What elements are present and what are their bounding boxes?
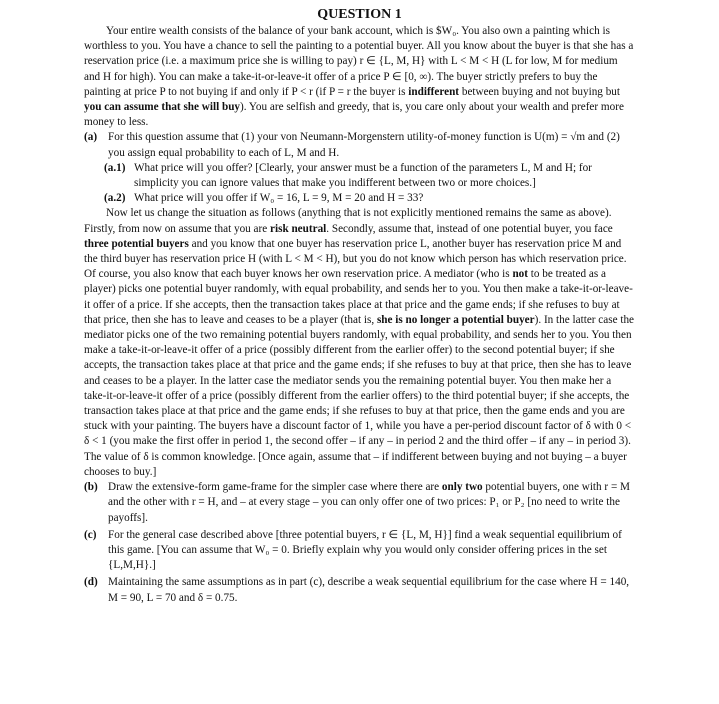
part-a1 [104, 161, 635, 191]
part-a2-text: What price will you offer if W₀ = 16, L = 9, M = 20 and H = 33? [134, 192, 424, 205]
part-c-text: For the general case described above [three potential buyers, r ∈ {L, M, H}] find a weak sequential equilibrium of this game. [You can assume that W₀ = 0. Briefly explain why you would only consider offering prices in the set {L,M,H}.] [108, 528, 622, 572]
part-c [84, 528, 635, 574]
part-a2 [104, 191, 635, 206]
part-a2-label: (a.2) [104, 192, 126, 205]
part-d [84, 575, 635, 605]
part-b [84, 480, 635, 526]
part-d-text: Maintaining the same assumptions as in part (c), describe a weak sequential equilibrium for the case where H = 140, M = 90, L = 70 and δ = 0.75. [108, 576, 630, 604]
part-a1-label: (a.1) [104, 161, 126, 174]
intro-paragraph: Your entire wealth consists of the balance of your bank account, which is $W₀. You also own a painting which is worthless to you. You have a chance to sell the painting to a potential buyer. All you know about the buyer is that she has a reservation price (i.e. a maximum price she is willing to pay) r ∈ {L, M, H} with L < M < H (L for low, M for medium and H for high). You can make a take-it-or-leave-it offer of a price P ∈ [0, ∞). The buyer strictly prefers to buy the painting at price P to not buying if and only if P < r (if P = r the buyer is indifferent between buying and not buying but you can assume that she will buy). You are selfish and greedy, that is, you care only about your wealth and prefer more money to less. [84, 25, 634, 129]
part-a-label: (a) [84, 131, 98, 144]
part-c-label: (c) [84, 528, 97, 541]
part-a-text: For this question assume that (1) your von Neumann-Morgenstern utility-of-money function is U(m) = √m and (2) you assign equal probability to each of L, M and H. [108, 131, 620, 159]
part-a1-text: What price will you offer? [Clearly, your answer must be a function of the parameters L, M and H; for simplicity you can ignore values that make you indifferent between two or more choices.] [134, 161, 592, 190]
question-title: QUESTION 1 [317, 7, 402, 22]
part-b-label: (b) [84, 481, 98, 494]
part-d-label: (d) [84, 576, 98, 589]
part-b-text: Draw the extensive-form game-frame for the simpler case where there are only two potential buyers, one with r = M and the other with r = H, and – at every stage – you can only offer one of two prices: P₁ or P₂ [no need to write the payoffs]. [108, 481, 630, 524]
part-a [84, 130, 635, 160]
story-paragraph: Now let us change the situation as follows (anything that is not explicitly mentioned remains the same as above). Firstly, from now on assume that you are risk neutral. Secondly, assume that, instead of one potential buyer, you face three potential buyers and you know that one buyer has reservation price L, another buyer has reservation price M and the third buyer has reservation price H (with L < M < H), but you do not know which person has which reservation price. Of course, you also know that each buyer knows her own reservation price. A mediator (who is not to be treated as a player) picks one potential buyer randomly, with equal probability, and sends her to you. You then make a take-it-or-leave-it offer of a price. If she accepts, then the transaction takes place at that price and the game ends; if she refuses to buy at that price, then she has to leave and ceases to be a player (that is, she is no longer a potential buyer). In the latter case the mediator picks one of the two remaining potential buyers randomly, with equal probability, and sends her to you. You then make a take-it-or-leave-it offer of a price (possibly different from the earlier offer) to the second potential buyer; if she accepts, the transaction takes place at that price and the game ends; if she refuses to buy at that price, then she has to leave and ceases to be a player. In the latter case the mediator sends you the remaining potential buyer. You then make her a take-it-or-leave-it offer of a price (possibly different from the earlier offers) to the third potential buyer; if she accepts, the transaction takes place at that price and the game ends; if she refuses to buy at that price, then the game ends and you are stuck with your painting. The buyers have a discount factor of 1, while you have a per-period discount factor of δ with 0 < δ < 1 (you make the first offer in period 1, the second offer – if any – in period 2 and the third offer – if any – in period 3). The value of δ is common knowledge. [Once again, assume that – if indifferent between buying and not buying – a buyer chooses to buy.] [84, 207, 635, 478]
